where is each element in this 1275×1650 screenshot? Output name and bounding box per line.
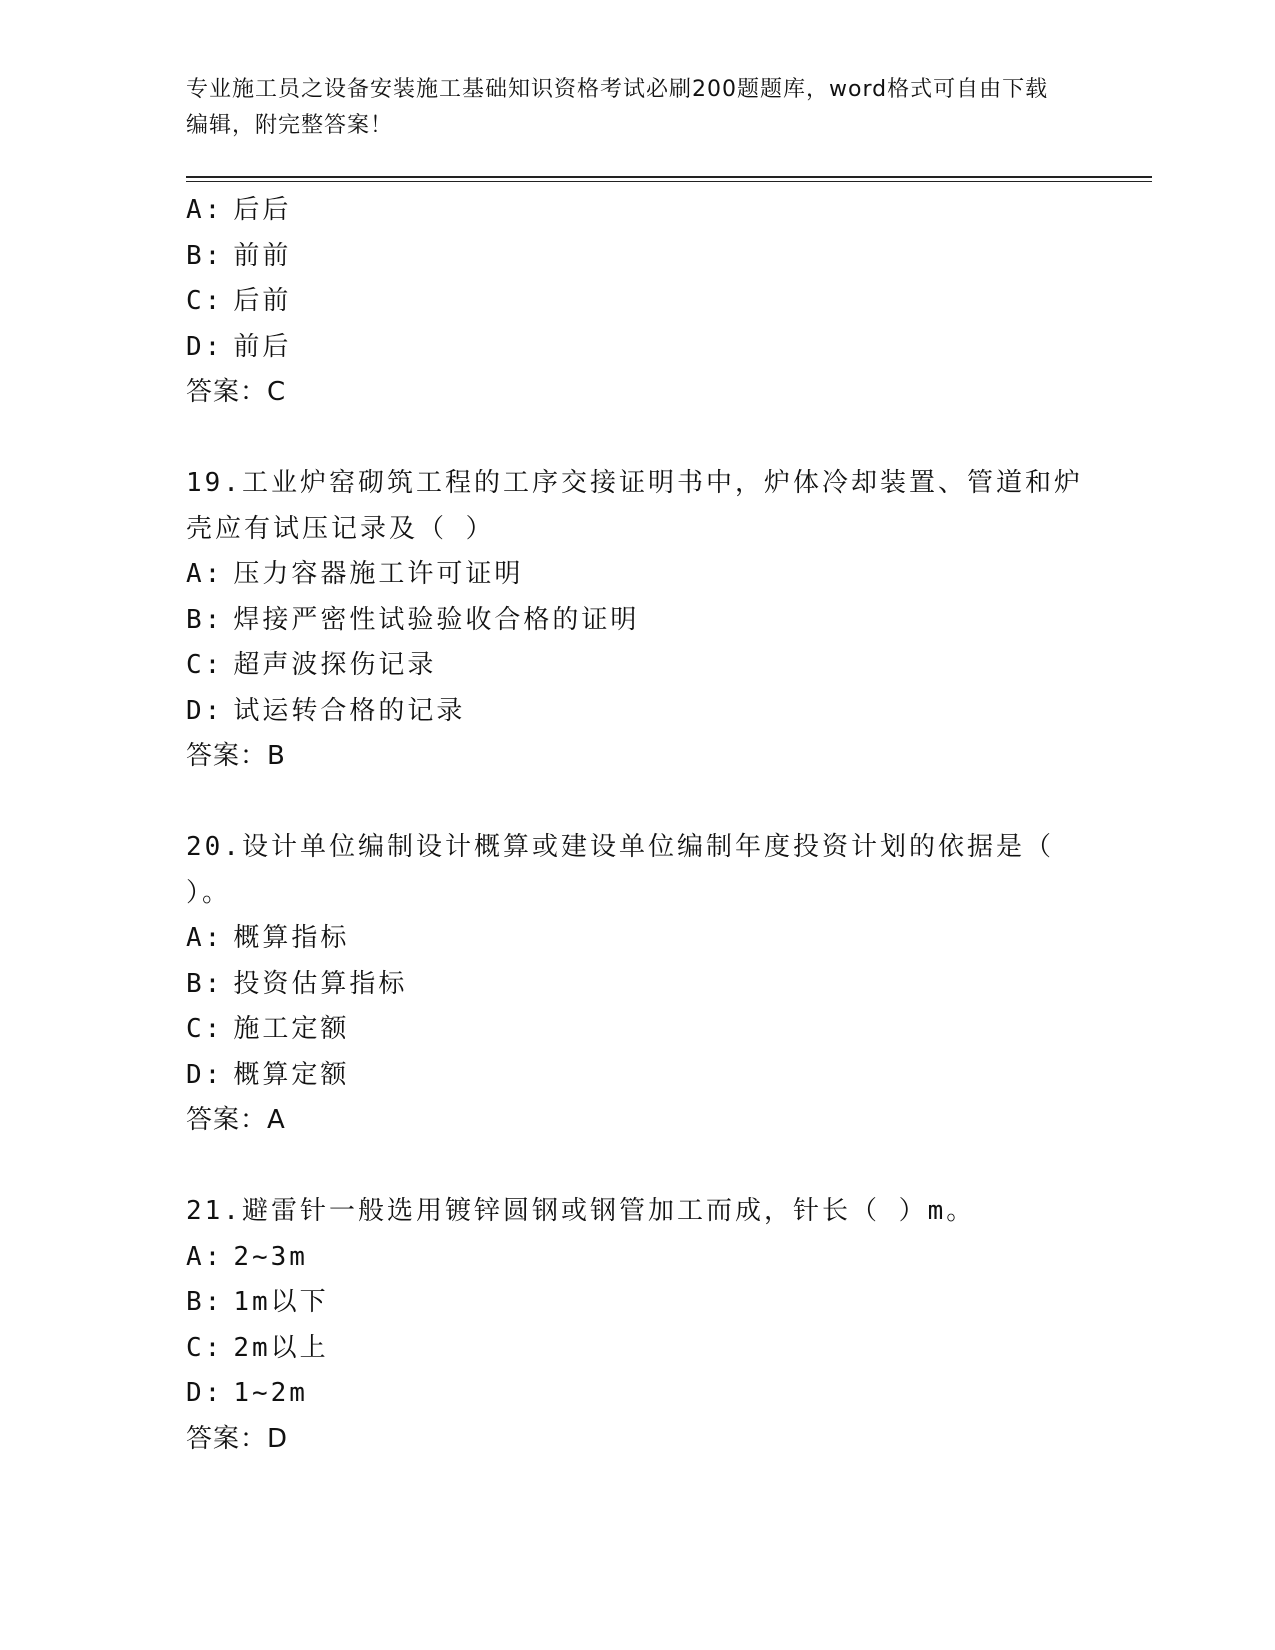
document-header-title: 专业施工员之设备安装施工基础知识资格考试必刷200题题库，word格式可自由下载编辑，附完整答案！ [186,77,1049,138]
option-b: B: 投资估算指标 [186,968,408,999]
spacer [186,416,1086,462]
question-stem: 19.工业炉窑砌筑工程的工序交接证明书中，炉体冷却装置、管道和炉 [186,468,1083,498]
question-stem: 21.避雷针一般选用镀锌圆钢或钢管加工而成，针长（ ）m。 [186,1196,976,1226]
option-c: C: 超声波探伤记录 [186,650,437,680]
header-rule-thin [186,181,1152,182]
option-b: B: 1m以下 [186,1287,329,1317]
option-a: A: 压力容器施工许可证明 [186,559,524,589]
question-stem-continued: ）。 [186,877,232,908]
question-21 [186,1189,1086,1462]
question-stem: 20.设计单位编制设计概算或建设单位编制年度投资计划的依据是（ [186,832,1054,862]
option-c: C: 施工定额 [186,1014,350,1044]
option-c: C: 后前 [186,286,292,316]
option-a: A: 概算指标 [186,923,350,953]
option-d: D: 概算定额 [186,1059,350,1090]
answer-line: 答案：B [186,741,286,771]
option-a: A: 2~3m [186,1241,308,1272]
option-d: D: 试运转合格的记录 [186,695,466,726]
question-20 [186,825,1086,1144]
header-rule-thick [186,176,1152,178]
question-content [186,188,1086,1462]
answer-line: 答案：C [186,377,287,407]
option-d: D: 1~2m [186,1378,308,1408]
spacer [186,780,1086,826]
question-stem-continued: 壳应有试压记录及（ ） [186,513,495,544]
question-19 [186,461,1086,780]
answer-line: 答案：A [186,1105,286,1135]
option-d: D: 前后 [186,331,292,362]
spacer [186,1144,1086,1190]
prev-question [186,188,1086,416]
option-c: C: 2m以上 [186,1332,329,1363]
option-a: A: 后后 [186,195,292,225]
answer-line: 答案：D [186,1423,289,1454]
option-b: B: 前前 [186,240,292,271]
option-b: B: 焊接严密性试验验收合格的证明 [186,604,640,635]
